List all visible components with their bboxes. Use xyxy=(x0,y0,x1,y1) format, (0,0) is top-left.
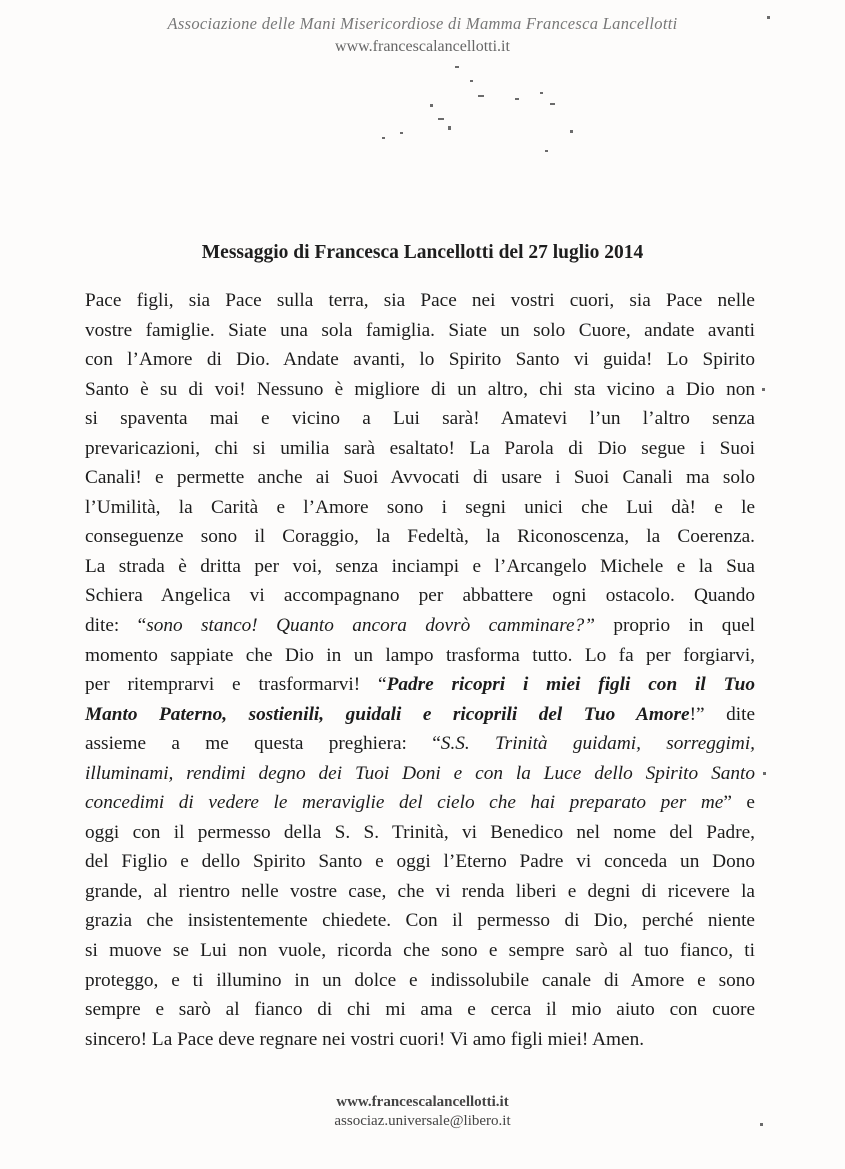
body-line: La strada è dritta per voi, senza inciampi e l’Arcangelo Michele e la Sua xyxy=(85,555,755,577)
body-line: Santo è su di voi! Nessuno è migliore di un altro, chi sta vicino a Dio non xyxy=(85,378,755,400)
body-line: Canali! e permette anche ai Suoi Avvocati di usare i Suoi Canali ma solo xyxy=(85,467,755,489)
body-line: momento sappiate che Dio in un lampo trasforma tutto. Lo fa per forgiarvi, xyxy=(85,644,755,666)
header-website: www.francescalancellotti.it xyxy=(335,38,510,55)
body-text: proprio in quel xyxy=(594,615,755,637)
body-line-invocation-start xyxy=(85,729,755,759)
body-line: l’Umilità, la Carità e l’Amore sono i segni unici che Lui dà! e le xyxy=(85,496,755,518)
bold-italic-prayer: Manto Paterno, sostienili, guidali e ricoprili del Tuo Amore xyxy=(85,703,690,725)
body-line: grande, al rientro nelle vostre case, che vi renda liberi e degni di ricevere la xyxy=(85,880,755,902)
quoted-italic-text: sono stanco! Quanto ancora dovrò camminare?” xyxy=(146,615,595,637)
footer-email: associaz.universale@libero.it xyxy=(334,1113,511,1129)
body-text: assieme a me questa preghiera: “ xyxy=(85,733,441,755)
body-line: proteggo, e ti illumino in un dolce e indissolubile canale di Amore e sono xyxy=(85,969,755,991)
body-text: ” e xyxy=(723,792,755,814)
body-line: Schiera Angelica vi accompagnano per abbattere ogni ostacolo. Quando xyxy=(85,585,755,607)
body-line: oggi con il permesso della S. S. Trinità, vi Benedico nel nome del Padre, xyxy=(85,821,755,843)
body-line: prevaricazioni, chi si umilia sarà esaltato! La Parola di Dio segue i Suoi xyxy=(85,437,755,459)
body-line: Pace figli, sia Pace sulla terra, sia Pace nei vostri cuori, sia Pace nelle xyxy=(85,290,755,311)
body-line: conseguenze sono il Coraggio, la Fedeltà, la Riconoscenza, la Coerenza. xyxy=(85,526,755,548)
body-line: vostre famiglie. Siate una sola famiglia. Siate un solo Cuore, andate avanti xyxy=(85,319,755,341)
message-body xyxy=(85,286,755,1054)
body-line-invocation-end xyxy=(85,788,755,818)
body-line: sempre e sarò al fianco di chi mi ama e cerca il mio aiuto con cuore xyxy=(85,999,755,1021)
body-line: si muove se Lui non vuole, ricorda che sono e sempre sarò al tuo fianco, ti xyxy=(85,940,755,962)
footer-website: www.francescalancellotti.it xyxy=(336,1094,509,1110)
body-text: !” dite xyxy=(689,703,756,725)
body-text: per ritemprarvi e trasformarvi! “ xyxy=(85,674,387,696)
body-line-invocation xyxy=(85,759,755,789)
bold-italic-prayer: Padre ricopri i miei figli con il Tuo xyxy=(386,674,756,696)
body-line-quote-start xyxy=(85,611,755,641)
italic-invocation: concedimi di vedere le meraviglie del cielo che hai preparato per me xyxy=(85,792,724,814)
body-line: con l’Amore di Dio. Andate avanti, lo Spirito Santo vi guida! Lo Spirito xyxy=(85,349,755,371)
body-line-prayer-end xyxy=(85,700,755,730)
header-association-name: Associazione delle Mani Misericordiose di Mamma Francesca Lancellotti xyxy=(167,14,678,33)
body-text: dite: “ xyxy=(85,615,147,637)
body-line-prayer-start xyxy=(85,670,755,700)
italic-invocation: S.S. Trinità guidami, sorreggimi, xyxy=(440,733,755,755)
body-line: del Figlio e dello Spirito Santo e oggi l’Eterno Padre vi conceda un Dono xyxy=(85,851,755,873)
body-line: sincero! La Pace deve regnare nei vostri cuori! Vi amo figli miei! Amen. xyxy=(85,1028,645,1050)
message-title: Messaggio di Francesca Lancellotti del 27 luglio 2014 xyxy=(201,242,644,263)
body-line: grazia che insistentemente chiedete. Con il permesso di Dio, perché niente xyxy=(85,910,755,932)
italic-invocation: illuminami, rendimi degno dei Tuoi Doni e con la Luce dello Spirito Santo xyxy=(85,762,755,784)
body-line: si spaventa mai e vicino a Lui sarà! Amatevi l’un l’altro senza xyxy=(85,408,755,430)
